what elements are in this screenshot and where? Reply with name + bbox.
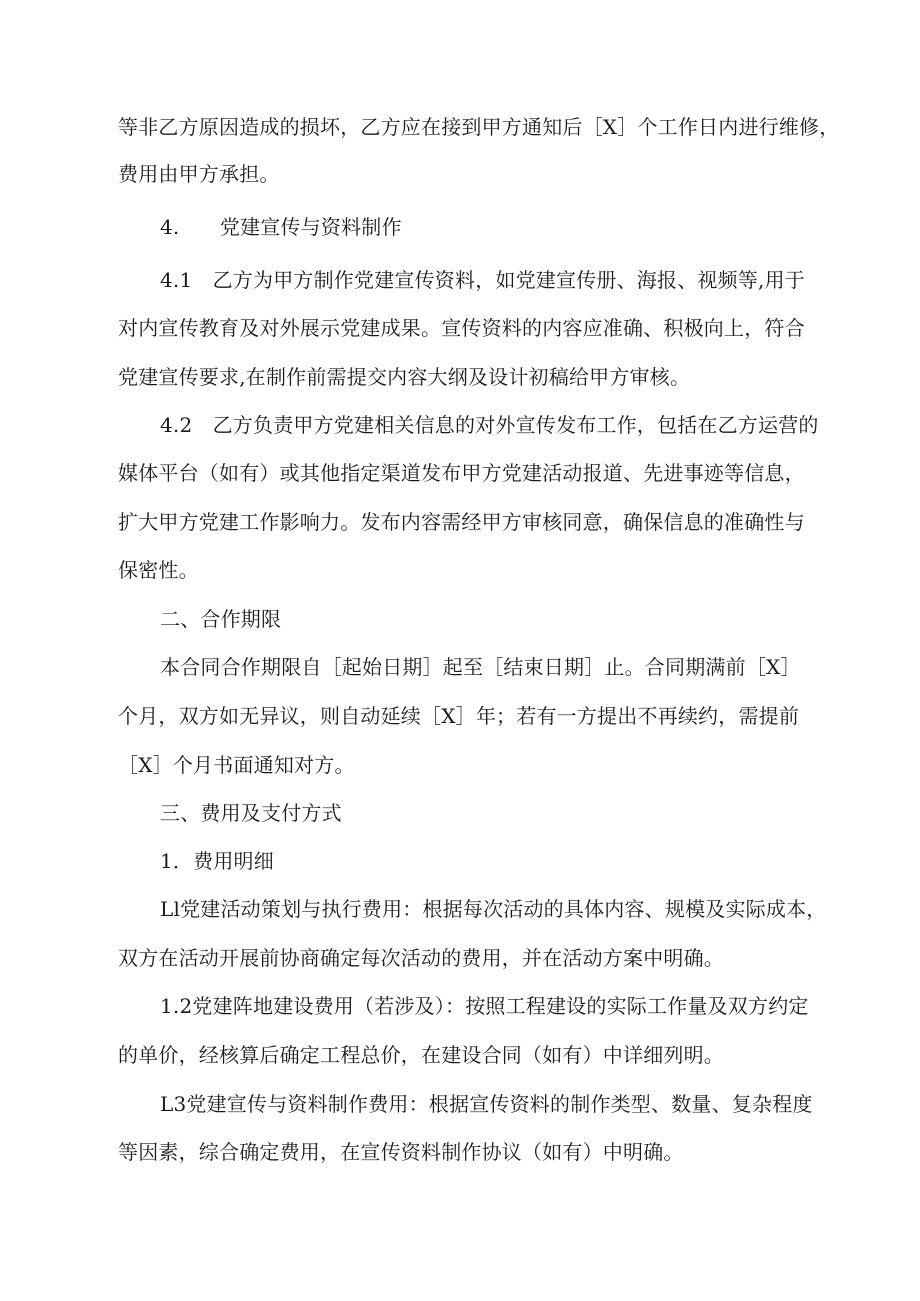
- text-line: 媒体平台（如有）或其他指定渠道发布甲方党建活动报道、先进事迹等信息，: [118, 461, 805, 485]
- paragraph-start: Ll党建活动策划与执行费用：根据每次活动的具体内容、规模及实际成本，: [160, 897, 827, 921]
- text-line: 等非乙方原因造成的损坏，乙方应在接到甲方通知后［X］个工作日内进行维修，: [118, 115, 840, 139]
- text-line: 党建宣传要求,在制作前需提交内容大纲及设计初稿给甲方审核。: [118, 365, 691, 389]
- subsection-heading: 1．费用明细: [160, 849, 274, 873]
- section-heading: 二、合作期限: [160, 607, 282, 631]
- paragraph-start: 1.2党建阵地建设费用（若涉及）：按照工程建设的实际工作量及双方约定: [160, 994, 809, 1018]
- text-line: 费用由甲方承担。: [118, 162, 280, 186]
- text-line: 保密性。: [118, 558, 199, 582]
- paragraph-start: L3党建宣传与资料制作费用：根据宣传资料的制作类型、数量、复杂程度: [160, 1092, 813, 1116]
- section-heading: 三、费用及支付方式: [160, 801, 342, 825]
- paragraph-start: 本合同合作期限自［起始日期］起至［结束日期］止。合同期满前［X］: [160, 655, 801, 679]
- text-line: 的单价，经核算后确定工程总价，在建设合同（如有）中详细列明。: [118, 1043, 724, 1067]
- text-line: 扩大甲方党建工作影响力。发布内容需经甲方审核同意，确保信息的准确性与: [118, 510, 805, 534]
- section-heading: 4. 党建宣传与资料制作: [160, 215, 402, 239]
- paragraph-start: 4.1 乙方为甲方制作党建宣传资料，如党建宣传册、海报、视频等,用于: [160, 268, 805, 292]
- text-line: 对内宣传教育及对外展示党建成果。宣传资料的内容应准确、积极向上，符合: [118, 316, 805, 340]
- paragraph-start: 4.2 乙方负责甲方党建相关信息的对外宣传发布工作，包括在乙方运营的: [160, 413, 819, 437]
- text-line: 双方在活动开展前协商确定每次活动的费用，并在活动方案中明确。: [118, 946, 724, 970]
- text-line: ［X］个月书面通知对方。: [118, 753, 355, 777]
- text-line: 个月，双方如无异议，则自动延续［X］年；若有一方提出不再续约，需提前: [118, 704, 800, 728]
- text-line: 等因素，综合确定费用，在宣传资料制作协议（如有）中明确。: [118, 1140, 684, 1164]
